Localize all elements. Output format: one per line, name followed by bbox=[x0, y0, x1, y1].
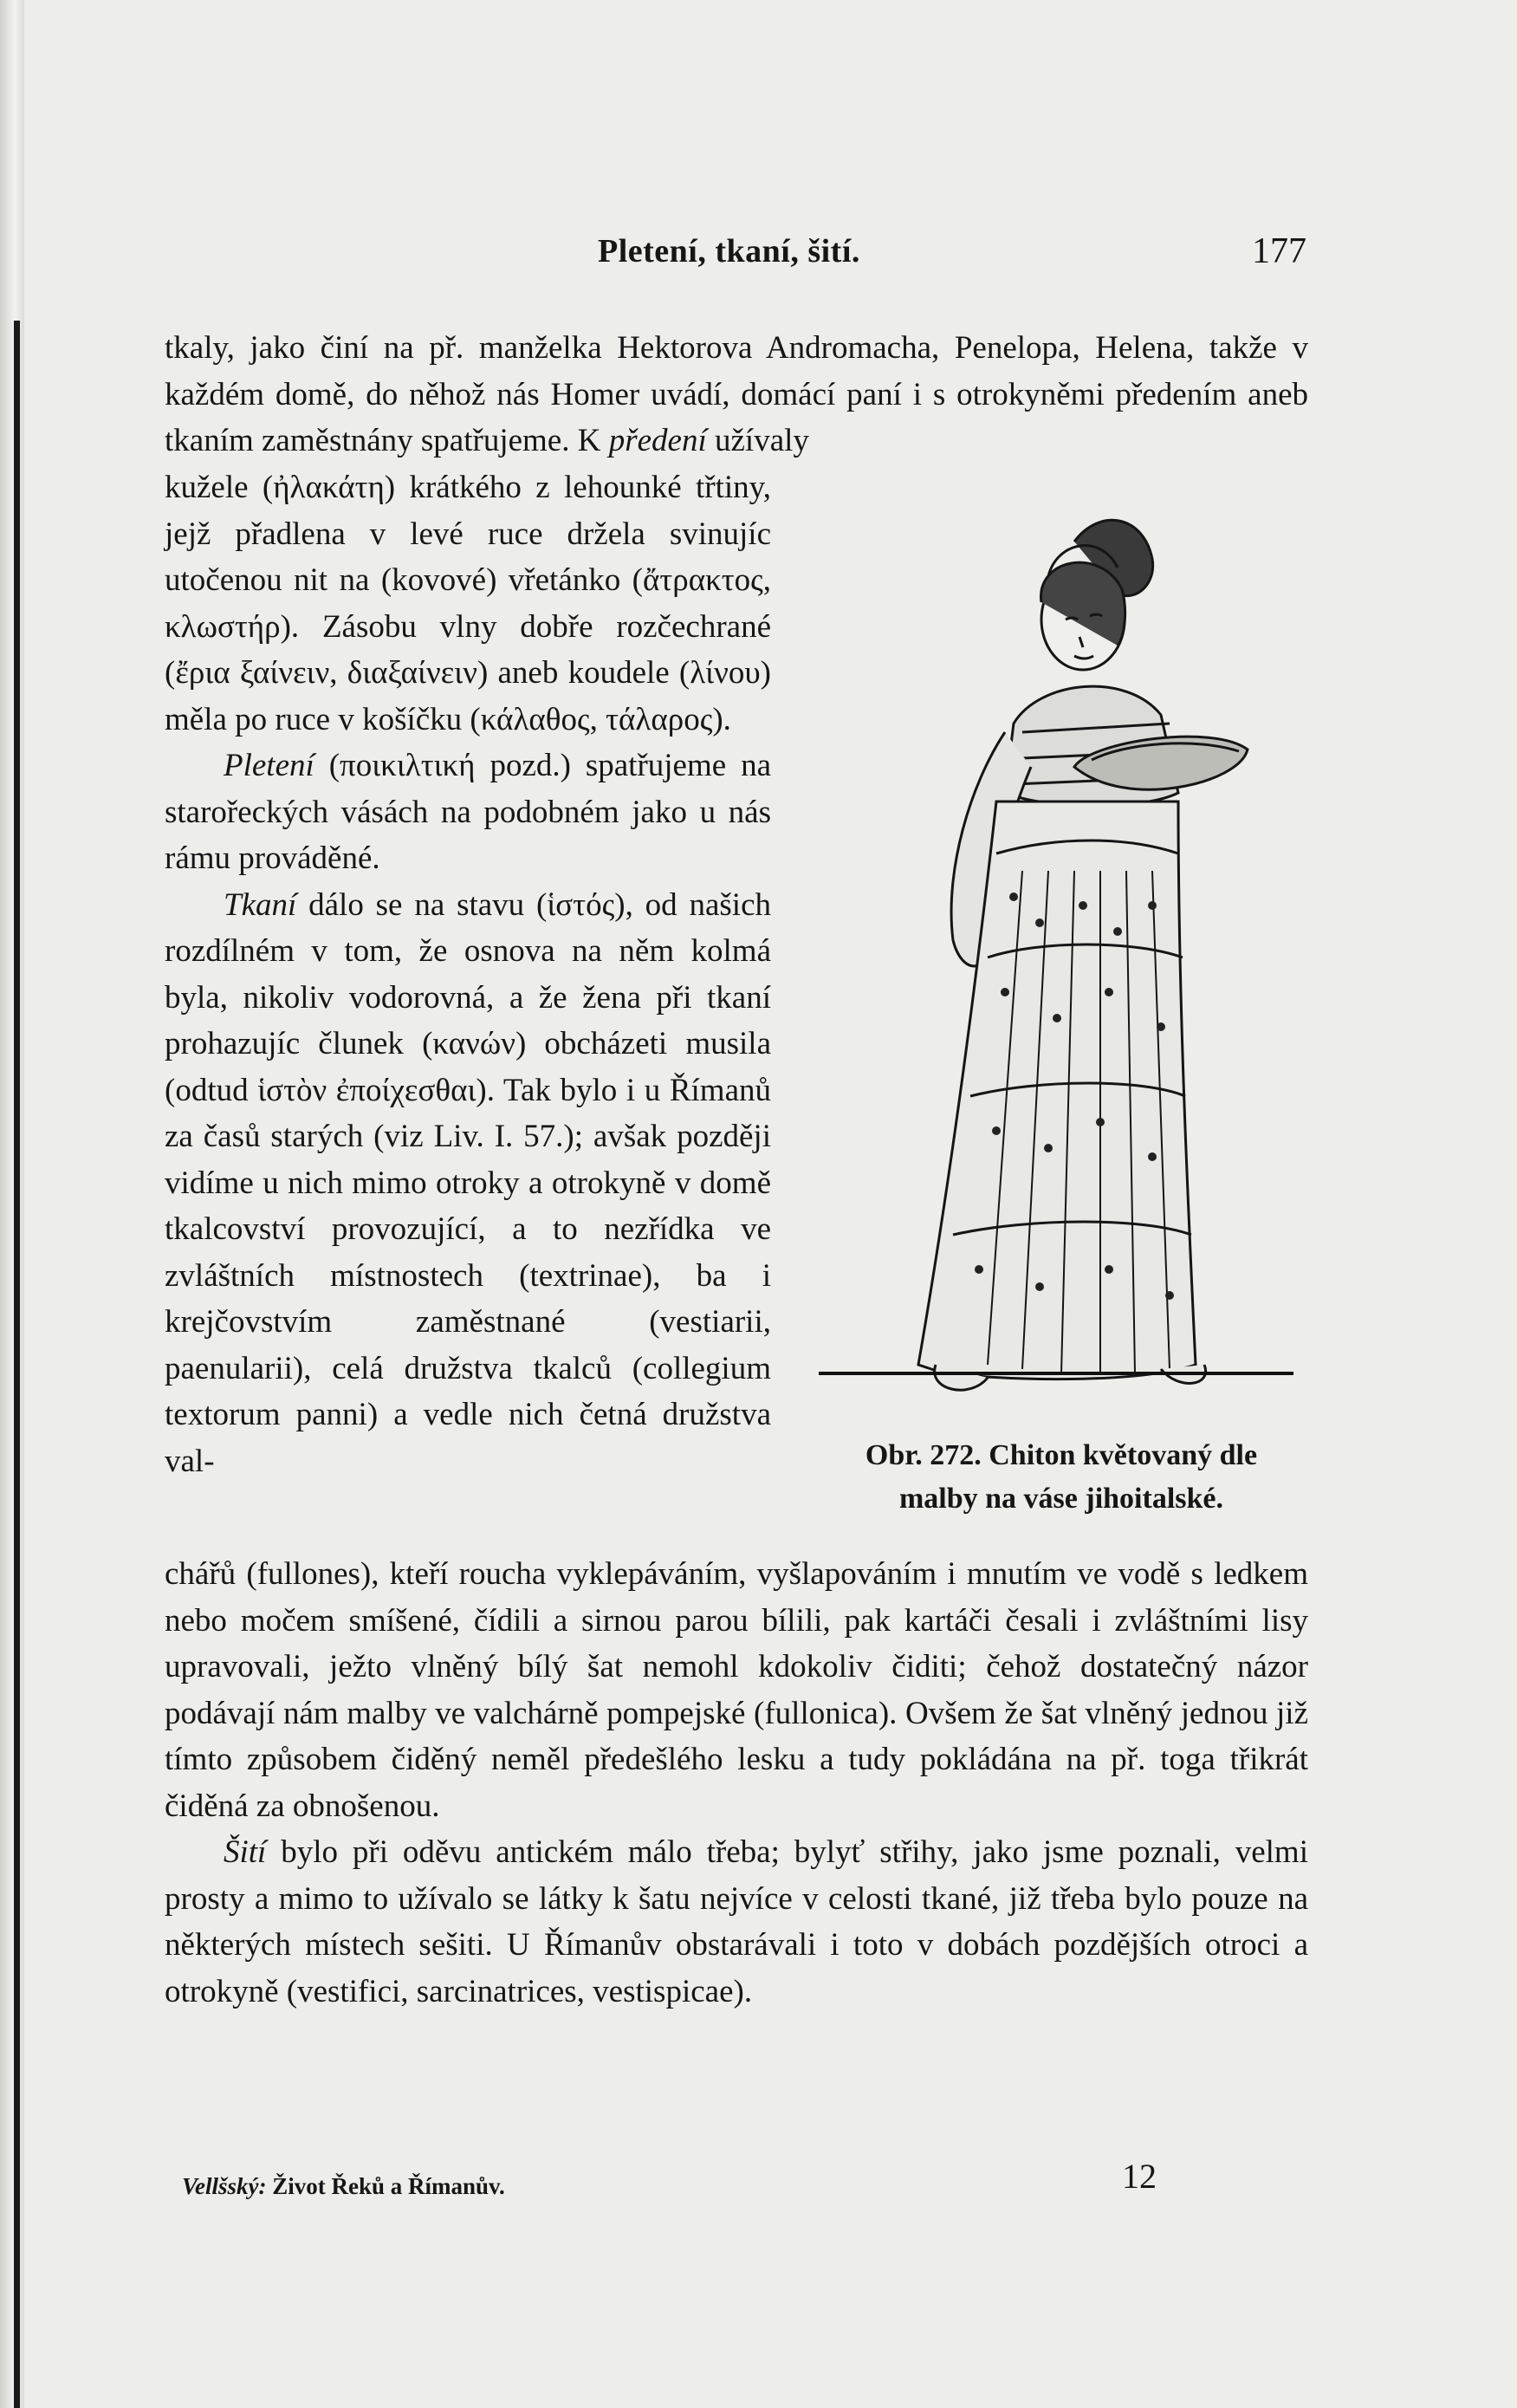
lower-text bbox=[165, 1551, 1308, 2015]
page-number: 177 bbox=[1252, 231, 1306, 271]
spine-edge bbox=[14, 321, 20, 2408]
tkani-term: Tkaní bbox=[224, 886, 297, 923]
opening-text: tkaly, jako činí na př. manželka Hektorova Andromacha, Penelopa, Helena, takže v každém domě, do něhož nás Homer uvádí, domácí paní i s otrokyněmi předením aneb tkaním zaměstnány spatřujeme. K bbox=[165, 330, 1308, 458]
opening-text-end: užívaly bbox=[715, 423, 809, 458]
paragraph-weaving bbox=[165, 882, 771, 1485]
chiton-figure-illustration bbox=[814, 507, 1300, 1417]
paragraph-weaving-text: dálo se na stavu (ἱστός), od našich rozdílném v tom, že osnova na něm kolmá byla, nikoliv vodorovná, a že žena při tkaní prohazujíc člunek (κανών) obcházeti musila (odtud ἱστὸν ἐποίχεσθαι). Tak bylo i u Římanů za časů starých (viz Liv. I. 57.); avšak později vidíme u nich mimo otroky a otrokyně v domě tkalcovství provozující, a to nezřídka ve zvláštních místnostech (textrinae), ba i krejčovstvím zaměstnané (vestiarii, paenularii), celá družstva tkalců (collegium textorum panni) a vedle nich četná družstva val- bbox=[165, 886, 772, 1479]
siti-term: Šití bbox=[224, 1834, 267, 1870]
caption-line-2: malby na váse jihoitalské. bbox=[898, 1483, 1224, 1515]
figure-caption bbox=[819, 1434, 1304, 1521]
printer-signature-mark: 12 bbox=[1122, 2157, 1157, 2196]
footer-title: Život Řeků a Římanův. bbox=[272, 2173, 505, 2199]
opening-lines bbox=[165, 325, 1308, 464]
footer-author: Vellšský: bbox=[182, 2173, 267, 2199]
book-spine bbox=[0, 0, 24, 2408]
pleteni-term: Pletení bbox=[224, 748, 314, 783]
paragraph-spinning: kužele (ἠλακάτη) krátkého z lehounké třtiny, jejž přadlena v levé ruce držela svinujíc utočenou nit na (kovové) vřetánko (ἄτρακτος, κλωστήρ). Zásobu vlny dobře rozčechrané (ἔρια ξαίνειν, διαξαίνειν) aneb koudele (λίνου) měla po ruce v košíčku (κάλαθος, τάλαρος). bbox=[165, 470, 771, 737]
paragraph-sewing-text: bylo při oděvu antickém málo třeba; bylyť střihy, jako jsme poznali, velmi prosty a mimo to užívalo se látky k šatu nejvíce v celosti tkané, již třeba bylo pouze na některých místech sešiti. U Římanův obstarávali i toto v dobách pozdějších otroci a otrokyně (vestifici, sarcinatrices, vestispicae). bbox=[165, 1834, 1308, 2009]
paragraph-knitting-text: (ποικιλτική pozd.) spatřujeme na starořeckých vásách na podobném jako u nás rámu prováděné. bbox=[165, 748, 772, 876]
figure-ground-line bbox=[819, 1372, 1293, 1375]
predeni-term: předení bbox=[608, 423, 707, 458]
caption-line-1: Obr. 272. Chiton květovaný dle bbox=[865, 1439, 1258, 1471]
narrow-column bbox=[165, 464, 771, 1484]
footer-book-line bbox=[182, 2173, 505, 2200]
running-header: Pletení, tkaní, šití. bbox=[598, 233, 860, 269]
paragraph-fullers: chářů (fullones), kteří roucha vyklepáváním, vyšlapováním i mnutím ve vodě s ledkem nebo močem smíšené, čídili a sirnou parou bílili, pak kartáči česali i zvláštními lisy upravovali, ježto vlněný bílý šat nemohl kdokoliv čiditi; čehož dostatečný názor podávají nám malby ve valchárně pompejské (fullonica). Ovšem že šat vlněný jednou již tímto způsobem čiděný neměl předešlého lesku a tudy pokládána na př. toga třikrát čiděná za obnošenou. bbox=[165, 1556, 1308, 1824]
paragraph-knitting bbox=[165, 743, 771, 882]
paragraph-sewing bbox=[165, 1829, 1308, 2015]
